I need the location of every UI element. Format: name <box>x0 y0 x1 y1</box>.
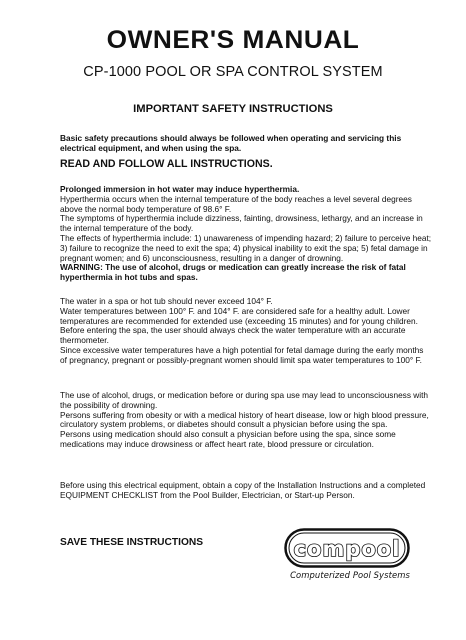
checklist-paragraph: Before using this electrical equipment, obtain a copy of the Installation Instructions and a completed EQUIPMENT CHECKLIST from the Pool Builder, Electrician, or Start-up Person. <box>60 480 426 500</box>
hyperthermia-section <box>60 185 432 283</box>
read-follow-heading: READ AND FOLLOW ALL INSTRUCTIONS. <box>60 158 273 170</box>
safety-intro: Basic safety precautions should always be followed when operating and servicing this electrical equipment, and when using the spa. <box>60 133 402 153</box>
compool-logo-icon <box>284 528 410 568</box>
hyperthermia-paragraph: The effects of hyperthermia include: 1) unawareness of impending hazard; 2) failure to perceive heat; 3) failure to recognize the need to exit the spa; 4) physical inability to exit the spa; 5) fetal damage in pregnant women; and 6) unconsciousness, resulting in a danger of drowning. <box>60 232 432 263</box>
svg-text:compool: compool <box>293 537 401 561</box>
product-subtitle: CP-1000 POOL OR SPA CONTROL SYSTEM <box>83 64 383 80</box>
medical-paragraph: Persons using medication should also consult a physician before using the spa, since some medications may induce drowsiness or affect heart rate, blood pressure or circulation. <box>60 429 396 449</box>
temperature-paragraph: The water in a spa or hot tub should never exceed 104° F. <box>60 296 273 306</box>
page-title: OWNER'S MANUAL <box>106 26 360 54</box>
temperature-paragraph: Before entering the spa, the user should always check the water temperature with an accurate thermometer. <box>60 325 406 346</box>
medical-paragraph: Persons suffering from obesity or with a medical history of heart disease, low or high blood pressure, circulatory system problems, or diabetes should consult a physician before using the spa. <box>60 409 429 430</box>
hyperthermia-heading: Prolonged immersion in hot water may induce hyperthermia. <box>60 184 300 194</box>
temperature-paragraph: Water temperatures between 100° F. and 104° F. are considered safe for a healthy adult. Lower temperatures are recommended for extended use (exceeding 15 minutes) and for young children. <box>60 305 418 326</box>
temperature-paragraph: Since excessive water temperatures have a high potential for fetal damage during the early months of pregnancy, pregnant or possibly-pregnant women should limit spa water temperatures to 100° F. <box>60 344 424 365</box>
safety-heading: IMPORTANT SAFETY INSTRUCTIONS <box>133 103 333 115</box>
hyperthermia-warning: WARNING: The use of alcohol, drugs or medication can greatly increase the risk of fatal hyperthermia in hot tubs and spas. <box>60 262 406 283</box>
checklist-section <box>60 481 432 501</box>
save-instructions-heading: SAVE THESE INSTRUCTIONS <box>60 537 204 548</box>
logo-caption: Computerized Pool Systems <box>290 570 410 580</box>
medical-section <box>60 391 432 450</box>
hyperthermia-paragraph: The symptoms of hyperthermia include dizziness, fainting, drowsiness, lethargy, and an increase in the internal temperature of the body. <box>60 213 423 234</box>
hyperthermia-paragraph: Hyperthermia occurs when the internal temperature of the body reaches a level several degrees above the normal body temperature of 98.6° F. <box>60 193 412 214</box>
temperature-section <box>60 297 432 366</box>
medical-paragraph: The use of alcohol, drugs, or medication before or during spa use may lead to unconsciousness with the possibility of drowning. <box>60 390 429 410</box>
